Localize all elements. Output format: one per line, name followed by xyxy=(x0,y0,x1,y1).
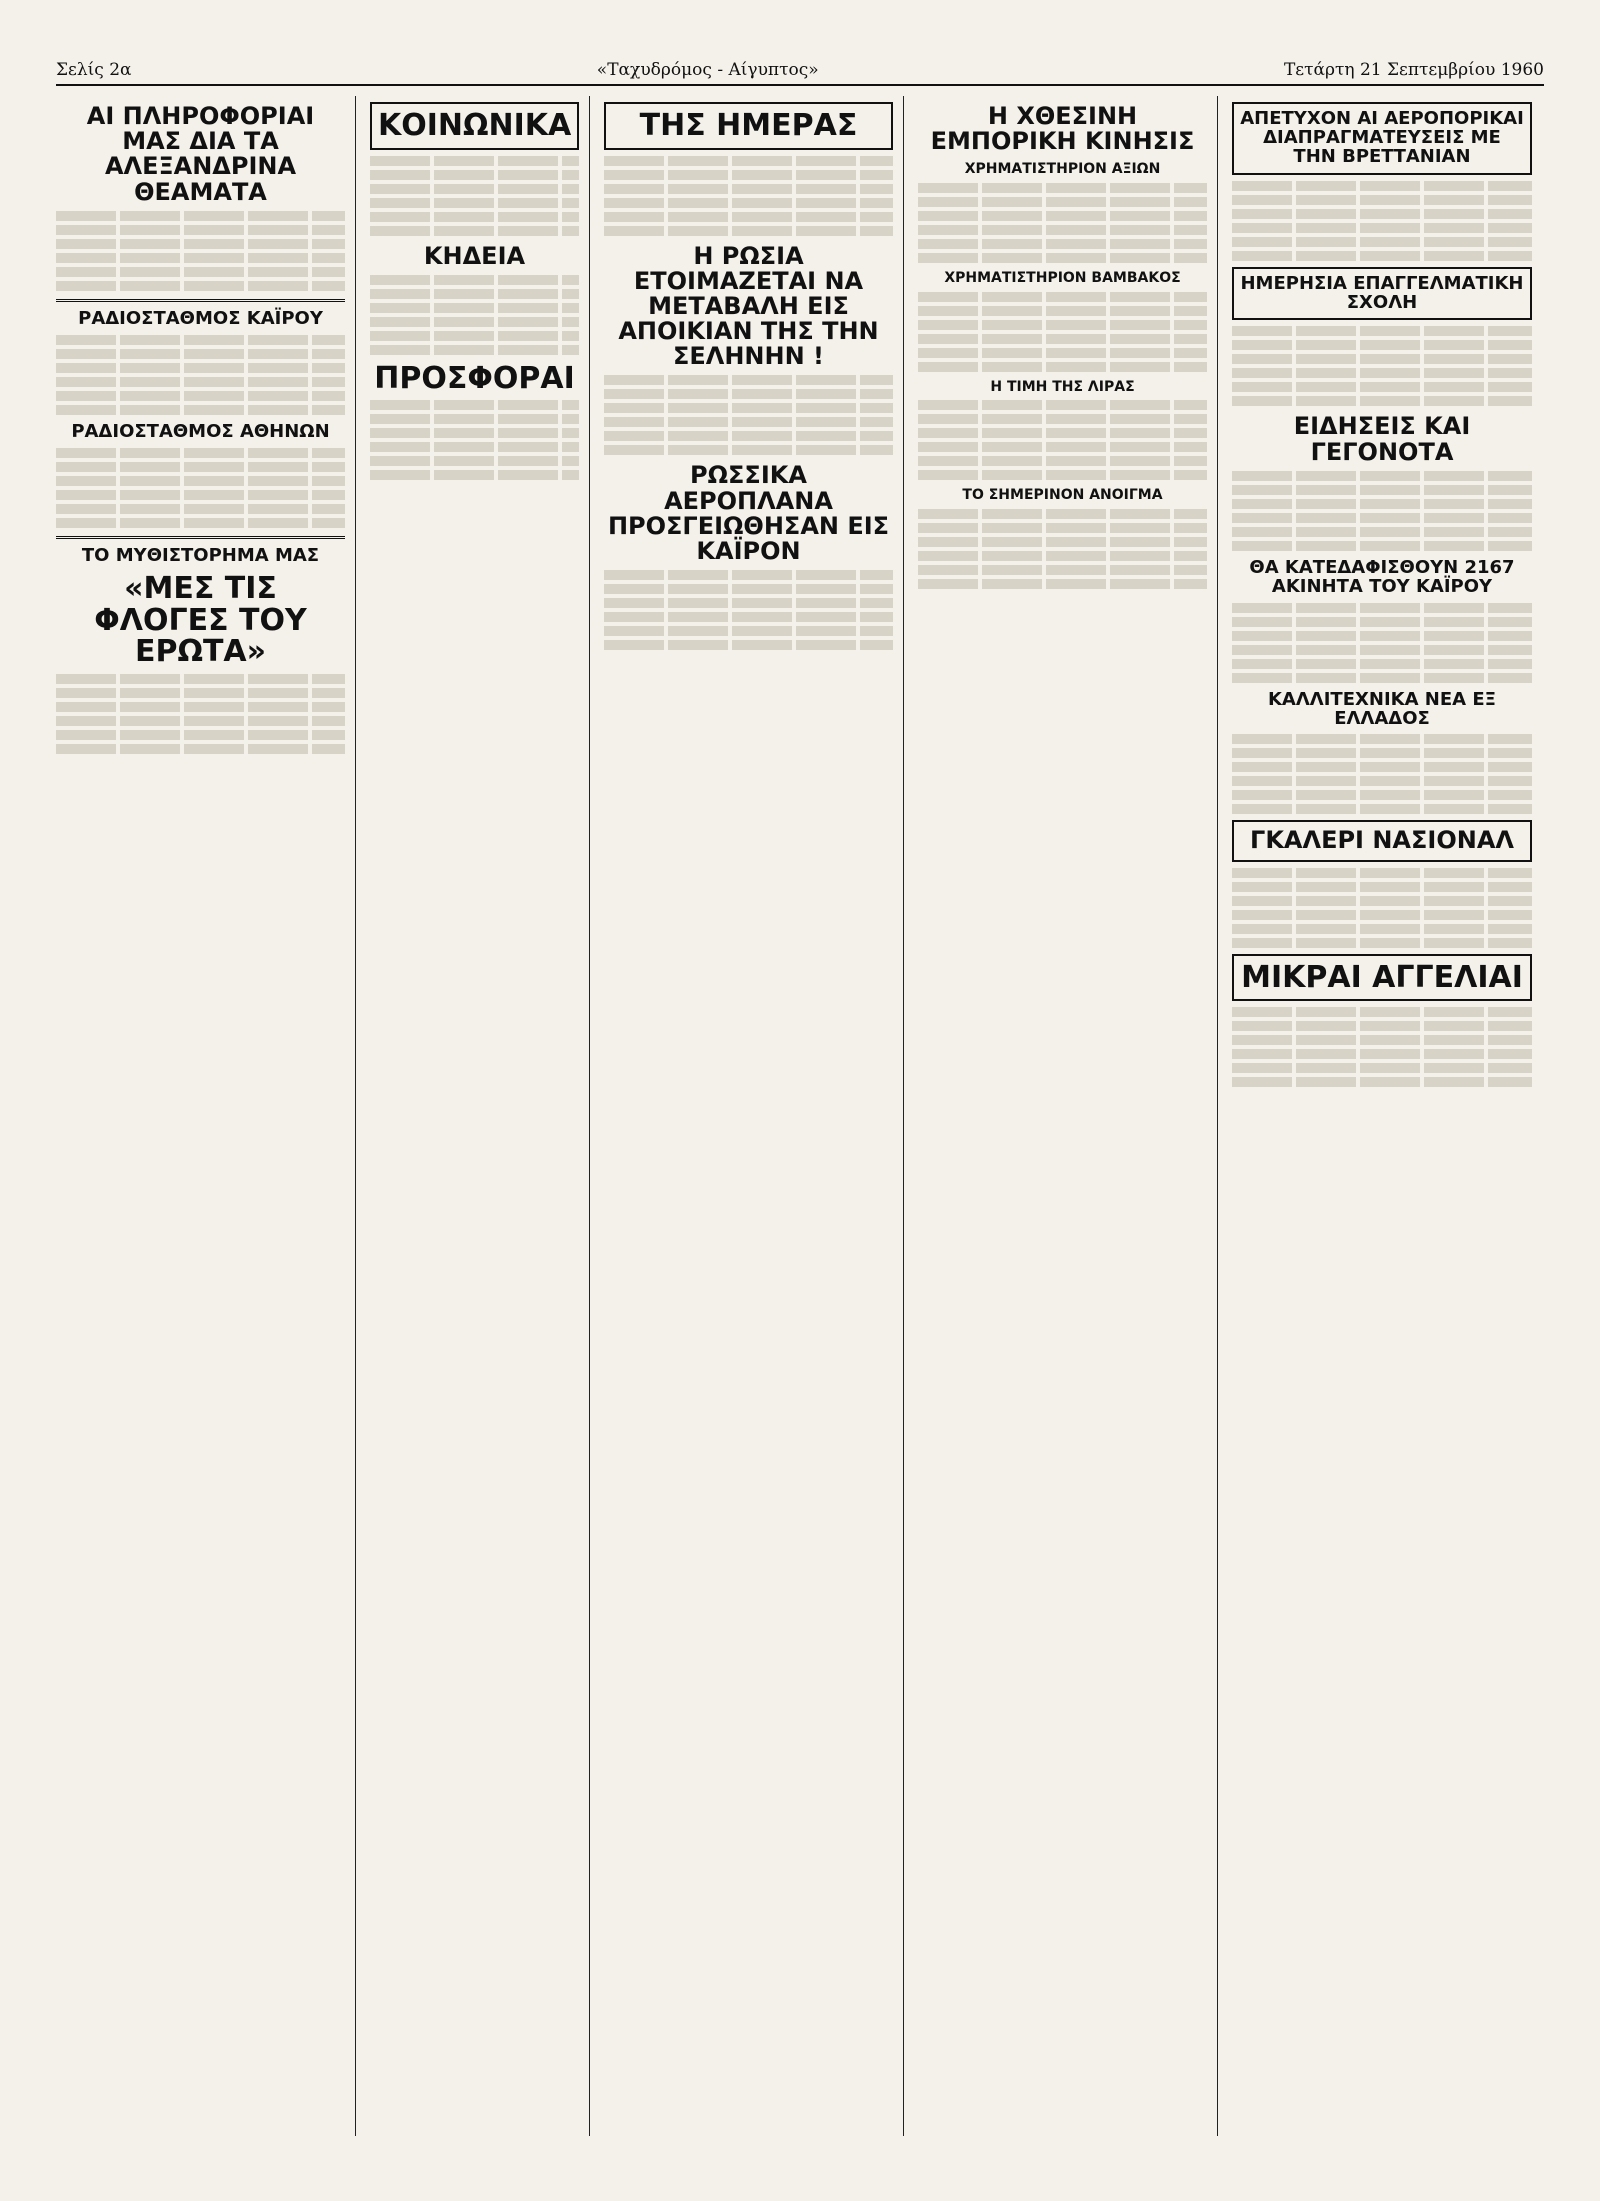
untranscribed-line xyxy=(604,598,893,608)
untranscribed-line xyxy=(918,428,1207,438)
headline-radio-athens: ΡΑΔΙΟΣΤΑΘΜΟΣ ΑΘΗΝΩΝ xyxy=(71,420,330,442)
untranscribed-line xyxy=(1232,471,1532,481)
article-gallery xyxy=(1232,868,1532,948)
headline-russian-planes: ΡΩΣΣΙΚΑ ΑΕΡΟΠΛΑΝΑ ΠΡΟΣΓΕΙΩΘΗΣΑΝ ΕΙΣ ΚΑΪΡΟΝ xyxy=(607,461,890,565)
article-demolish xyxy=(1232,603,1532,683)
article-night-school xyxy=(1232,326,1532,406)
untranscribed-line xyxy=(1232,326,1532,336)
headline-gallery: ΓΚΑΛΕΡΙ ΝΑΣΙΟΝΑΛ xyxy=(1232,820,1532,861)
untranscribed-line xyxy=(604,626,893,636)
untranscribed-line xyxy=(918,239,1207,249)
column-1 xyxy=(56,96,356,2136)
untranscribed-line xyxy=(1232,1021,1532,1031)
untranscribed-line xyxy=(918,551,1207,561)
untranscribed-line xyxy=(1232,1049,1532,1059)
untranscribed-line xyxy=(370,428,579,438)
untranscribed-line xyxy=(604,431,893,441)
untranscribed-line xyxy=(1232,603,1532,613)
untranscribed-line xyxy=(1232,673,1532,683)
headline-russia-moon: Η ΡΩΣΙΑ ΕΤΟΙΜΑΖΕΤΑΙ ΝΑ ΜΕΤΑΒΑΛΗ ΕΙΣ ΑΠΟΙΚΙΑΝ ΤΗΣ ΤΗΝ ΣΕΛΗΝΗΝ ! xyxy=(618,241,879,371)
column-4 xyxy=(918,96,1218,2136)
untranscribed-line xyxy=(370,198,579,208)
untranscribed-line xyxy=(604,417,893,427)
untranscribed-line xyxy=(1232,868,1532,878)
untranscribed-line xyxy=(56,239,345,249)
untranscribed-line xyxy=(370,400,579,410)
untranscribed-line xyxy=(370,184,579,194)
untranscribed-line xyxy=(604,212,893,222)
untranscribed-line xyxy=(918,225,1207,235)
untranscribed-line xyxy=(56,504,345,514)
untranscribed-line xyxy=(56,349,345,359)
column-2 xyxy=(370,96,590,2136)
newspaper-title: «Ταχυδρόμος - Αίγυπτος» xyxy=(596,60,819,80)
untranscribed-line xyxy=(918,565,1207,575)
untranscribed-line xyxy=(1232,513,1532,523)
untranscribed-line xyxy=(56,225,345,235)
untranscribed-line xyxy=(604,170,893,180)
untranscribed-line xyxy=(604,184,893,194)
untranscribed-line xyxy=(918,320,1207,330)
untranscribed-line xyxy=(56,211,345,221)
untranscribed-line xyxy=(1232,748,1532,758)
untranscribed-line xyxy=(604,445,893,455)
untranscribed-line xyxy=(604,389,893,399)
untranscribed-line xyxy=(918,523,1207,533)
untranscribed-line xyxy=(918,211,1207,221)
untranscribed-line xyxy=(918,509,1207,519)
page-number: Σελίς 2α xyxy=(56,60,132,80)
article-news-facts xyxy=(1232,471,1532,551)
table-pound xyxy=(918,400,1207,480)
untranscribed-line xyxy=(1232,896,1532,906)
headline-radio-cairo: ΡΑΔΙΟΣΤΑΘΜΟΣ ΚΑΪΡΟΥ xyxy=(78,307,323,329)
untranscribed-line xyxy=(918,306,1207,316)
untranscribed-line xyxy=(604,584,893,594)
headline-novel-kicker: ΤΟ ΜΥΘΙΣΤΟΡΗΜΑ ΜΑΣ xyxy=(81,544,320,566)
table-today-open xyxy=(918,509,1207,589)
headline-cinema-news: ΚΑΛΛΙΤΕΧΝΙΚΑ ΝΕΑ ΕΞ ΕΛΛΑΔΟΣ xyxy=(1267,688,1497,729)
column-5 xyxy=(1232,96,1542,2136)
untranscribed-line xyxy=(1232,645,1532,655)
article-funerals xyxy=(370,275,579,355)
article-small-ads xyxy=(1232,1007,1532,1087)
untranscribed-line xyxy=(56,688,345,698)
headline-funerals: ΚΗΔΕΙΑ xyxy=(423,241,526,270)
untranscribed-line xyxy=(56,448,345,458)
untranscribed-line xyxy=(1232,776,1532,786)
article-novel xyxy=(56,674,345,754)
untranscribed-line xyxy=(918,470,1207,480)
untranscribed-line xyxy=(370,226,579,236)
column-3 xyxy=(604,96,904,2136)
untranscribed-line xyxy=(604,570,893,580)
untranscribed-line xyxy=(1232,924,1532,934)
untranscribed-line xyxy=(604,375,893,385)
untranscribed-line xyxy=(56,405,345,415)
untranscribed-line xyxy=(56,518,345,528)
untranscribed-line xyxy=(56,730,345,740)
untranscribed-line xyxy=(370,331,579,341)
untranscribed-line xyxy=(918,253,1207,263)
untranscribed-line xyxy=(1232,251,1532,261)
untranscribed-line xyxy=(370,289,579,299)
untranscribed-line xyxy=(370,442,579,452)
untranscribed-line xyxy=(56,476,345,486)
table-cotton xyxy=(918,292,1207,372)
article-radio-cairo xyxy=(56,335,345,415)
article-air-agreements xyxy=(1232,181,1532,261)
article-alex-shows xyxy=(56,211,345,291)
untranscribed-line xyxy=(370,456,579,466)
untranscribed-line xyxy=(56,267,345,277)
untranscribed-line xyxy=(604,226,893,236)
untranscribed-line xyxy=(56,744,345,754)
headline-offers: ΠΡΟΣΦΟΡΑΙ xyxy=(374,360,575,396)
headline-stocks: ΧΡΗΜΑΤΙΣΤΗΡΙΟΝ ΑΞΙΩΝ xyxy=(964,161,1161,178)
untranscribed-line xyxy=(604,403,893,413)
headline-cotton: ΧΡΗΜΑΤΙΣΤΗΡΙΟΝ ΒΑΜΒΑΚΟΣ xyxy=(944,270,1181,287)
untranscribed-line xyxy=(918,197,1207,207)
untranscribed-line xyxy=(1232,1035,1532,1045)
untranscribed-line xyxy=(918,362,1207,372)
untranscribed-line xyxy=(604,640,893,650)
untranscribed-line xyxy=(56,363,345,373)
untranscribed-line xyxy=(1232,762,1532,772)
untranscribed-line xyxy=(56,335,345,345)
untranscribed-line xyxy=(918,400,1207,410)
untranscribed-line xyxy=(1232,804,1532,814)
article-russia-moon xyxy=(604,375,893,455)
untranscribed-line xyxy=(370,470,579,480)
untranscribed-line xyxy=(918,348,1207,358)
untranscribed-line xyxy=(56,674,345,684)
untranscribed-line xyxy=(918,442,1207,452)
untranscribed-line xyxy=(370,303,579,313)
untranscribed-line xyxy=(1232,340,1532,350)
article-cinema-news xyxy=(1232,734,1532,814)
untranscribed-line xyxy=(1232,209,1532,219)
table-stocks xyxy=(918,183,1207,263)
untranscribed-line xyxy=(1232,734,1532,744)
issue-date: Τετάρτη 21 Σεπτεμβρίου 1960 xyxy=(1283,60,1544,80)
untranscribed-line xyxy=(56,281,345,291)
masthead xyxy=(56,60,1544,86)
untranscribed-line xyxy=(918,292,1207,302)
article-radio-athens xyxy=(56,448,345,528)
untranscribed-line xyxy=(918,183,1207,193)
article-offers xyxy=(370,400,579,480)
untranscribed-line xyxy=(56,377,345,387)
untranscribed-line xyxy=(604,612,893,622)
headline-air-agreements: ΑΠΕΤΥΧΟΝ ΑΙ ΑΕΡΟΠΟΡΙΚΑΙ ΔΙΑΠΡΑΓΜΑΤΕΥΣΕΙΣ ΜΕ ΤΗΝ ΒΡΕΤΤΑΝΙΑΝ xyxy=(1232,102,1532,175)
untranscribed-line xyxy=(56,490,345,500)
untranscribed-line xyxy=(370,212,579,222)
article-russian-planes xyxy=(604,570,893,650)
untranscribed-line xyxy=(918,334,1207,344)
untranscribed-line xyxy=(1232,1077,1532,1087)
untranscribed-line xyxy=(1232,485,1532,495)
untranscribed-line xyxy=(1232,882,1532,892)
untranscribed-line xyxy=(918,414,1207,424)
untranscribed-line xyxy=(1232,223,1532,233)
headline-demolish: ΘΑ ΚΑΤΕΔΑΦΙΣΘΟΥΝ 2167 ΑΚΙΝΗΤΑ ΤΟΥ ΚΑΪΡΟΥ xyxy=(1249,556,1515,597)
untranscribed-line xyxy=(1232,541,1532,551)
untranscribed-line xyxy=(1232,382,1532,392)
untranscribed-line xyxy=(1232,181,1532,191)
untranscribed-line xyxy=(370,345,579,355)
headline-pound: Η ΤΙΜΗ ΤΗΣ ΛΙΡΑΣ xyxy=(990,378,1135,395)
untranscribed-line xyxy=(1232,527,1532,537)
untranscribed-line xyxy=(1232,659,1532,669)
untranscribed-line xyxy=(56,391,345,401)
untranscribed-line xyxy=(918,456,1207,466)
headline-commercial: Η ΧΘΕΣΙΝΗ ΕΜΠΟΡΙΚΗ ΚΙΝΗΣΙΣ xyxy=(930,102,1195,156)
untranscribed-line xyxy=(56,253,345,263)
untranscribed-line xyxy=(1232,195,1532,205)
untranscribed-line xyxy=(1232,631,1532,641)
untranscribed-line xyxy=(1232,938,1532,948)
untranscribed-line xyxy=(1232,910,1532,920)
headline-news-facts: ΕΙΔΗΣΕΙΣ ΚΑΙ ΓΕΓΟΝΟΤΑ xyxy=(1293,412,1471,466)
headline-today-open: ΤΟ ΣΗΜΕΡΙΝΟΝ ΑΝΟΙΓΜΑ xyxy=(962,487,1163,504)
untranscribed-line xyxy=(56,702,345,712)
untranscribed-line xyxy=(370,275,579,285)
untranscribed-line xyxy=(1232,1007,1532,1017)
headline-social: ΚΟΙΝΩΝΙΚΑ xyxy=(370,102,579,150)
untranscribed-line xyxy=(918,579,1207,589)
untranscribed-line xyxy=(1232,790,1532,800)
headline-night-school: ΗΜΕΡΗΣΙΑ ΕΠΑΓΓΕΛΜΑΤΙΚΗ ΣΧΟΛΗ xyxy=(1232,267,1532,321)
untranscribed-line xyxy=(1232,617,1532,627)
untranscribed-line xyxy=(370,414,579,424)
untranscribed-line xyxy=(604,156,893,166)
untranscribed-line xyxy=(370,170,579,180)
untranscribed-line xyxy=(1232,237,1532,247)
untranscribed-line xyxy=(1232,396,1532,406)
headline-alex-shows: ΑΙ ΠΛΗΡΟΦΟΡΙΑΙ ΜΑΣ ΔΙΑ ΤΑ ΑΛΕΞΑΝΔΡΙΝΑ ΘΕΑΜΑΤΑ xyxy=(86,102,315,206)
headline-novel-title: «ΜΕΣ ΤΙΣ ΦΛΟΓΕΣ ΤΟΥ ΕΡΩΤΑ» xyxy=(94,571,307,670)
untranscribed-line xyxy=(56,462,345,472)
headline-small-ads: ΜΙΚΡΑΙ ΑΓΓΕΛΙΑΙ xyxy=(1232,954,1532,1002)
untranscribed-line xyxy=(370,317,579,327)
untranscribed-line xyxy=(1232,499,1532,509)
untranscribed-line xyxy=(1232,368,1532,378)
untranscribed-line xyxy=(370,156,579,166)
untranscribed-line xyxy=(918,537,1207,547)
untranscribed-line xyxy=(56,716,345,726)
article-of-the-day xyxy=(604,156,893,236)
untranscribed-line xyxy=(604,198,893,208)
untranscribed-line xyxy=(1232,1063,1532,1073)
headline-of-the-day: ΤΗΣ ΗΜΕΡΑΣ xyxy=(604,102,893,150)
untranscribed-line xyxy=(1232,354,1532,364)
article-social xyxy=(370,156,579,236)
